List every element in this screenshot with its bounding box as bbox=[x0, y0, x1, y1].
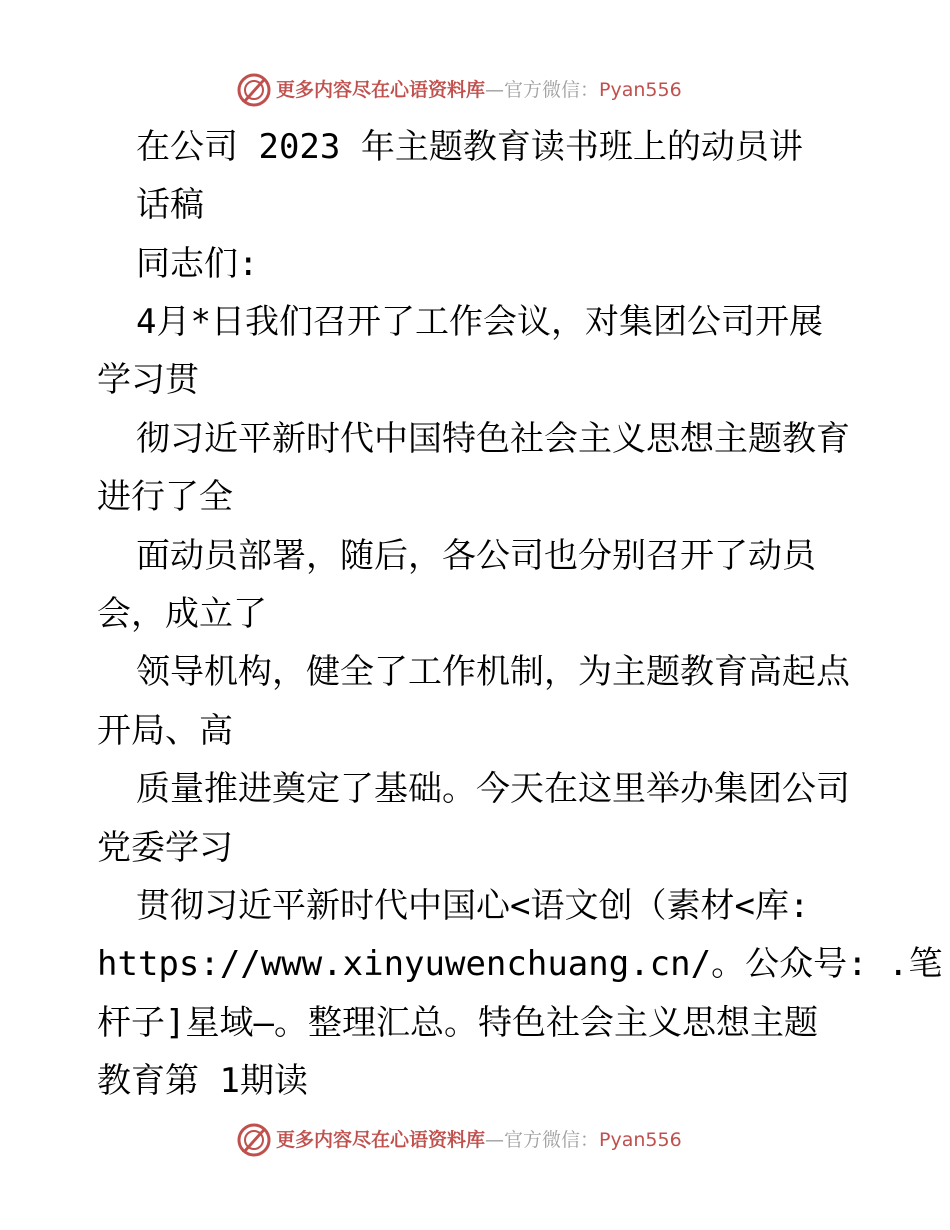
paragraph-line: 领导机构，健全了工作机制，为主题教育高起点 bbox=[136, 652, 850, 692]
paragraph-line: 开局、高 bbox=[97, 711, 233, 751]
paragraph-line: 党委学习 bbox=[97, 828, 233, 868]
paragraph-line: 教育第 1期读 bbox=[97, 1061, 308, 1101]
watermark-brand: 更多内容尽在心语资料库 bbox=[276, 79, 486, 101]
paragraph-line: 4月*日我们召开了工作会议，对集团公司开展 bbox=[136, 302, 823, 342]
watermark-text bbox=[276, 1122, 682, 1158]
document-title-line-2: 话稿 bbox=[136, 185, 204, 225]
watermark-account: Pyan556 bbox=[599, 79, 682, 101]
quill-logo-icon bbox=[236, 1122, 272, 1158]
paragraph-line: 质量推进奠定了基础。今天在这里举办集团公司 bbox=[136, 769, 850, 809]
paragraph-line: 面动员部署，随后，各公司也分别召开了动员 bbox=[136, 536, 816, 576]
watermark-wechat-label: 官方微信： bbox=[504, 1129, 600, 1151]
paragraph-line: 学习贯 bbox=[97, 360, 199, 400]
paragraph-line: 进行了全 bbox=[97, 477, 233, 517]
paragraph-line: https://www.xinyuwenchuang.cn/。公众号: .笔 bbox=[97, 944, 943, 984]
footer-watermark bbox=[236, 1122, 756, 1158]
paragraph-line: 杆子]星域—。整理汇总。特色社会主义思想主题 bbox=[97, 1003, 818, 1043]
watermark-dash: — bbox=[485, 79, 505, 101]
watermark-account: Pyan556 bbox=[599, 1129, 682, 1151]
paragraph-line: 会，成立了 bbox=[97, 594, 267, 634]
watermark-brand: 更多内容尽在心语资料库 bbox=[276, 1129, 486, 1151]
watermark-wechat-label: 官方微信： bbox=[504, 79, 600, 101]
paragraph-line: 贯彻习近平新时代中国心<语文创（素材<库: bbox=[136, 886, 810, 926]
watermark-dash: — bbox=[485, 1129, 505, 1151]
document-title-line-1: 在公司 2023 年主题教育读书班上的动员讲 bbox=[136, 127, 803, 167]
paragraph-line: 彻习近平新时代中国特色社会主义思想主题教育 bbox=[136, 419, 850, 459]
salutation: 同志们: bbox=[136, 244, 259, 284]
